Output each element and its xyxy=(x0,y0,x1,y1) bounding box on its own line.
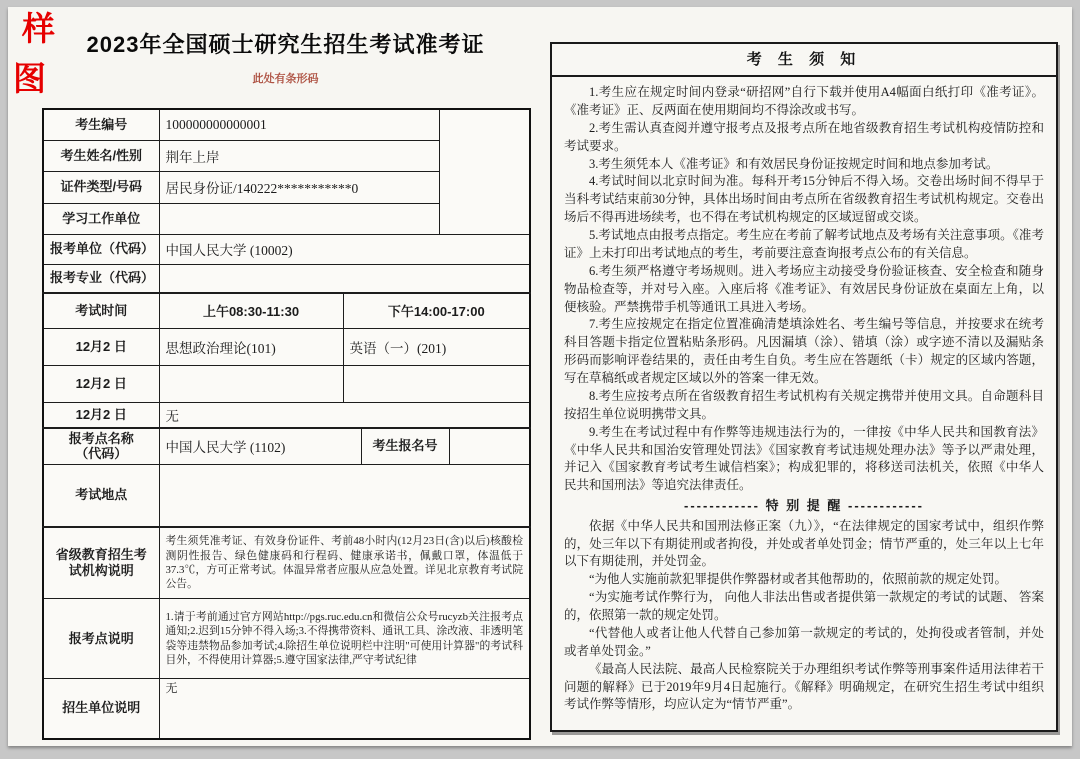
candidate-no-value: 100000000000001 xyxy=(159,109,439,140)
admission-unit-note-value: 无 xyxy=(159,679,530,739)
provincial-note-label: 省级教育招生考试机构说明 xyxy=(43,527,159,599)
barcode-placeholder-note: 此处有条形码 xyxy=(252,73,319,85)
subject-morning-2 xyxy=(159,365,343,402)
special-paragraph-1: 依据《中华人民共和国刑法修正案（九）》，“在法律规定的国家考试中，组织作弊的，处三年以下有期徒刑或者拘役，并处或者单处罚金；情节严重的，处三年以上七年以下有期徒刑，并处罚金。 xyxy=(564,518,1044,569)
work-unit-value xyxy=(159,203,439,234)
exam-location-value xyxy=(159,465,530,527)
major-value xyxy=(159,264,530,293)
site-note-value: 1.请于考前通过官方网站http://pgs.ruc.edu.cn和微信公众号rucyzb关注报考点通知;2.迟到15分钟不得入场;3.不得携带资料、通讯工具、涂改液、非透明笔袋等违禁物品参加考试;4.除招生单位说明栏中注明"可使用计算器"的考试科目外，不得使用计算器;5.遵守国家法律,严守考试纪律 xyxy=(159,599,530,679)
id-value: 居民身份证/140222***********0 xyxy=(159,171,439,203)
notice-item-9: 9.考生在考试过程中有作弊等违规违法行为的，一律按《中华人民共和国教育法》《中华人民共和国治安管理处罚法》《国家教育考试违规处理办法》等予以严肃处理，并记入《国家教育考试考生诚信档案》；构成犯罪的，将移送司法机关，依照《中华人民共和国刑法》等追究法律责任。 xyxy=(564,424,1044,493)
notice-panel xyxy=(550,42,1058,732)
sample-watermark-char-2: 图 xyxy=(13,60,46,97)
special-paragraph-5: 《最高人民法院、最高人民检察院关于办理组织考试作弊等刑事案件适用法律若干问题的解释》已于2019年9月4日起施行。《解释》明确规定，在研究生招生考试中组织考试作弊等情形，均应认定为“情节严重”。 xyxy=(564,661,1044,712)
registration-no-value xyxy=(449,428,530,465)
special-reminder-header: ------------ 特 别 提 醒 ------------ xyxy=(684,498,924,514)
candidate-no-label: 考生编号 xyxy=(43,109,159,140)
notice-item-2: 2.考生需认真查阅并遵守报考点及报考点所在地省级教育招生考试机构疫情防控和考试要求。 xyxy=(564,120,1044,153)
notice-item-7: 7.考生应按规定在指定位置准确清楚填涂姓名、考生编号等信息，并按要求在统考科目答题卡指定位置粘贴条形码。凡因漏填（涂）、错填（涂）或字迹不清以及漏贴条形码而影响评卷结果的，责任由考生自负。考生应在答题纸（卡）规定的区域内答题，写在草稿纸或者规定区域以外的答案一律无效。 xyxy=(564,317,1044,385)
subject-note-3: 无 xyxy=(159,402,530,428)
notice-header: 考 生 须 知 xyxy=(552,44,1056,77)
morning-time: 上午08:30-11:30 xyxy=(159,293,343,328)
name-label: 考生姓名/性别 xyxy=(43,140,159,171)
name-value: 荆年上岸 xyxy=(159,140,439,171)
notice-item-3: 3.考生须凭本人《准考证》和有效居民身份证按规定时间和地点参加考试。 xyxy=(589,156,999,171)
apply-unit-value: 中国人民大学 (10002) xyxy=(159,234,530,264)
subject-afternoon-1: 英语（一）(201) xyxy=(343,328,530,365)
id-type-label: 证件类型/号码 xyxy=(43,171,159,203)
exam-site-label-line2: （代码） xyxy=(75,446,128,462)
special-paragraph-4: “代替他人或者让他人代替自己参加第一款规定的考试的，处拘役或者管制，并处或者单处罚金。” xyxy=(564,625,1044,658)
notice-item-8: 8.考生应按考点所在省级教育招生考试机构有关规定携带并使用文具。自命题科目按招生单位说明携带文具。 xyxy=(564,388,1044,421)
registration-no-label: 考生报名号 xyxy=(361,428,449,465)
exam-site-label xyxy=(43,428,159,465)
sample-watermark-char-1: 样 xyxy=(22,10,55,47)
notice-item-6: 6.考生须严格遵守考场规则。进入考场应主动接受身份验证核查、安全检查和随身物品检查等，并对号入座。入座后将《准考证》、有效居民身份证放在桌面左上角，以便核验。严禁携带手机等通讯工具进入考场。 xyxy=(564,263,1044,314)
admission-ticket-table xyxy=(42,108,531,740)
notice-item-1: 1.考生应在规定时间内登录“研招网”自行下载并使用A4幅面白纸打印《准考证》。《准考证》正、反两面在使用期间均不得涂改或书写。 xyxy=(564,85,1044,117)
exam-site-value: 中国人民大学 (1102) xyxy=(159,428,361,465)
notice-item-5: 5.考试地点由报考点指定。考生应在考前了解考试地点及考场有关注意事项。《准考证》上未打印出考试地点的考生，考前要注意查询报考点公布的有关信息。 xyxy=(564,228,1044,260)
exam-date-2: 12月2 日 xyxy=(43,365,159,402)
admission-unit-note-label: 招生单位说明 xyxy=(43,679,159,739)
apply-unit-label: 报考单位（代码） xyxy=(43,234,159,264)
subject-morning-1: 思想政治理论(101) xyxy=(159,328,343,365)
site-note-label: 报考点说明 xyxy=(43,599,159,679)
notice-item-4: 4.考试时间以北京时间为准。每科开考15分钟后不得入场。交卷出场时间不得早于当科考试结束前30分钟，具体出场时间由考点所在省级教育招生考试机构规定。交卷出场后不得再进场续考，也不得在考试机构规定的区域逗留或交谈。 xyxy=(564,174,1044,225)
exam-site-label-line1: 报考点名称 xyxy=(68,430,134,446)
exam-date-3: 12月2 日 xyxy=(43,402,159,428)
major-label: 报考专业（代码） xyxy=(43,264,159,293)
special-paragraph-2: “为他人实施前款犯罪提供作弊器材或者其他帮助的，依照前款的规定处罚。 xyxy=(589,572,1008,587)
special-paragraph-3: “为实施考试作弊行为， 向他人非法出售或者提供第一款规定的考试的试题、 答案的，依照第一款的规定处罚。 xyxy=(564,590,1044,623)
exam-date-1: 12月2 日 xyxy=(43,328,159,365)
exam-time-label: 考试时间 xyxy=(43,293,159,328)
provincial-note-value: 考生须凭准考证、有效身份证件、考前48小时内(12月23日(含)以后)核酸检测阴性报告、绿色健康码和行程码、健康承诺书，佩戴口罩，体温低于37.3℃，方可正常考试。体温异常者应服从应急处置。详见北京教育考试院公告。 xyxy=(159,527,530,599)
photo-box xyxy=(439,109,530,234)
subject-afternoon-2 xyxy=(343,365,530,402)
notice-body xyxy=(552,77,1056,714)
work-unit-label: 学习工作单位 xyxy=(43,203,159,234)
page-title: 2023年全国硕士研究生招生考试准考证 xyxy=(86,32,485,57)
exam-location-label: 考试地点 xyxy=(43,465,159,527)
afternoon-time: 下午14:00-17:00 xyxy=(343,293,530,328)
